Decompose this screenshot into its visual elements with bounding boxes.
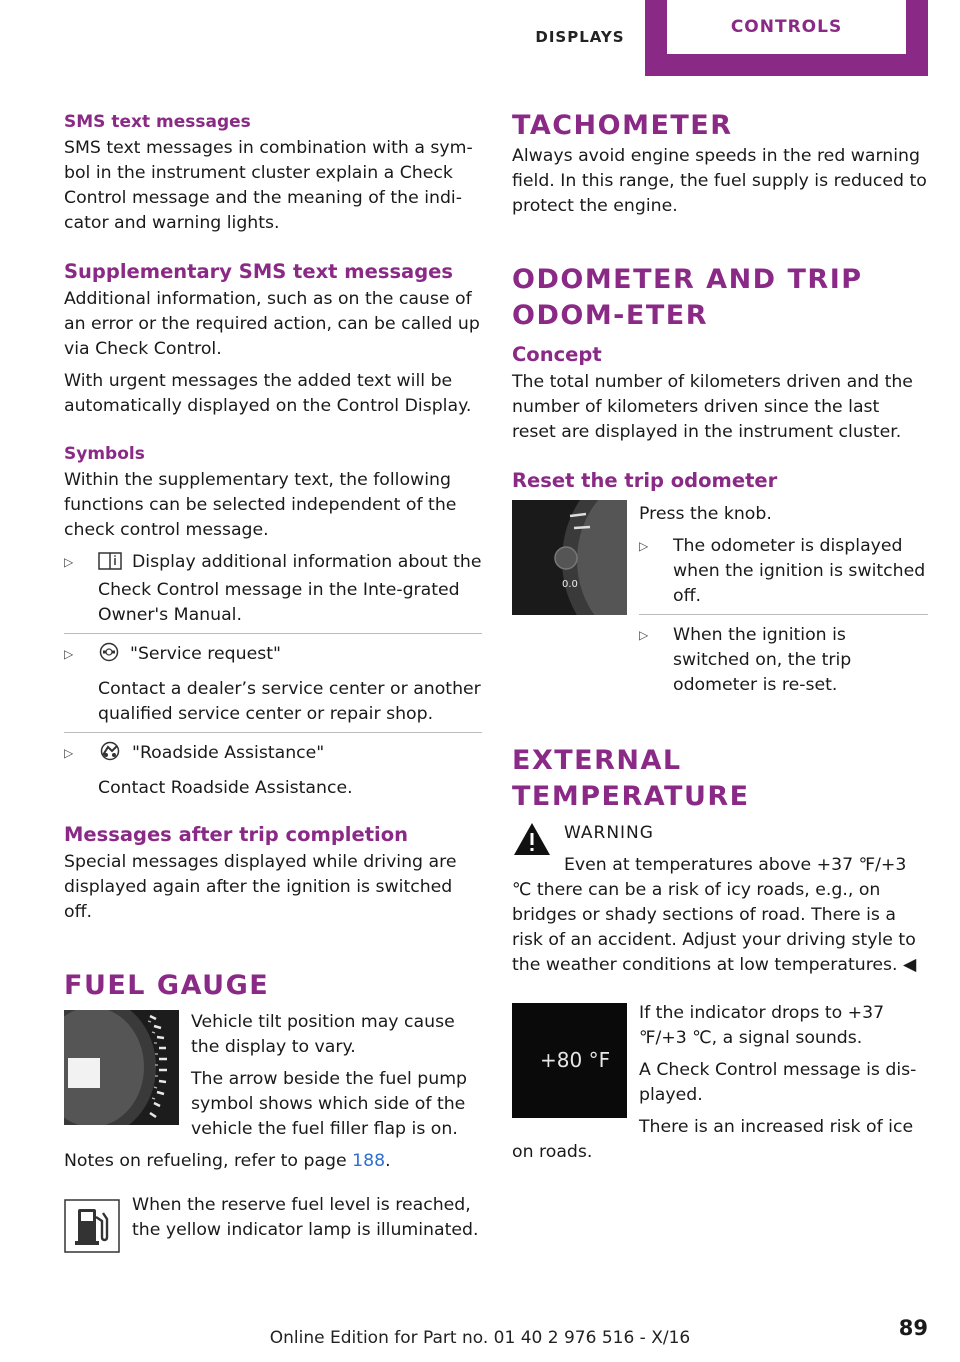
temp-display: +80 °F xyxy=(540,1048,611,1072)
end-marker-icon: ◀ xyxy=(903,955,917,975)
concept-heading: Concept xyxy=(512,343,602,366)
reserve-text: When the reserve fuel level is reached, the yellow indicator lamp is illuminated. xyxy=(132,1195,479,1240)
page-number: 89 xyxy=(898,1316,928,1340)
concept-text: The total number of kilometers driven and the number of kilometers driven since the last reset are displayed in the instrument cluster. xyxy=(512,372,913,442)
tab-displays[interactable]: DISPLAYS xyxy=(535,28,625,46)
roadside-assistance-icon xyxy=(98,741,122,769)
bullet-triangle-icon: ▷ xyxy=(639,539,649,553)
list-item xyxy=(64,550,482,634)
symbols-heading: Symbols xyxy=(64,444,145,464)
bullet-text: "Roadside Assistance" xyxy=(132,743,325,763)
odo-display: 0.0 xyxy=(562,579,578,590)
sms-text: SMS text messages in combination with a sym-bol in the instrument cluster explain a Check Control message and the meaning of the indi-cator and warning lights. xyxy=(64,138,473,233)
bullet-text: Display additional information about the Check Control message in the Inte-grated Owner's Manual. xyxy=(98,552,482,625)
supp-text-1: Additional information, such as on the cause of an error or the required action, can be called up via Check Control. xyxy=(64,289,480,359)
refuel-text: Notes on refueling, refer to page xyxy=(64,1151,347,1171)
bullet-triangle-icon: ▷ xyxy=(64,555,74,569)
left-column xyxy=(64,108,482,1257)
list-item xyxy=(639,534,928,615)
reset-text: Press the knob. xyxy=(639,504,772,524)
bullet-text: The odometer is displayed when the ignition is switched off. xyxy=(673,536,926,606)
tab-controls[interactable] xyxy=(645,0,928,76)
bullet-subtext: Contact a dealer’s service center or another qualified service center or repair shop. xyxy=(98,679,481,724)
sms-heading: SMS text messages xyxy=(64,112,251,132)
fuel-gauge-heading: FUEL GAUGE xyxy=(64,970,270,1001)
refuel-note xyxy=(64,1149,482,1174)
fuel-pump-icon xyxy=(64,1199,120,1257)
trip-heading: Messages after trip completion xyxy=(64,823,408,846)
bullet-triangle-icon: ▷ xyxy=(639,628,649,642)
temp-text-2: A Check Control message is dis-played. xyxy=(639,1060,917,1105)
footer-edition: Online Edition for Part no. 01 40 2 976 516 - X/16 xyxy=(269,1328,691,1348)
warning-triangle-icon xyxy=(512,821,552,861)
temperature-display-image xyxy=(512,1003,627,1122)
external-temperature-heading: EXTERNAL TEMPERATURE xyxy=(512,745,750,812)
temp-text-3: There is an increased risk of ice on roads. xyxy=(512,1117,914,1162)
trip-odometer-image xyxy=(512,500,627,619)
bullet-triangle-icon: ▷ xyxy=(64,746,74,760)
fuel-text-2: The arrow beside the fuel pump symbol shows which side of the vehicle the fuel filler flap is on. xyxy=(191,1069,467,1139)
trip-text: Special messages displayed while driving are displayed again after the ignition is switched off. xyxy=(64,852,457,922)
warning-block xyxy=(512,821,928,978)
tab-controls-label: CONTROLS xyxy=(667,0,906,54)
temp-text-1: If the indicator drops to +37 ℉/+3 ℃, a signal sounds. xyxy=(639,1003,885,1048)
service-wrench-icon xyxy=(98,642,120,670)
page-header xyxy=(515,0,928,76)
odometer-heading: ODOMETER AND TRIP ODOM-ETER xyxy=(512,264,863,331)
right-column xyxy=(512,108,928,1172)
bullet-triangle-icon: ▷ xyxy=(64,647,74,661)
list-item xyxy=(64,741,482,806)
symbols-text: Within the supplementary text, the following functions can be selected independent of the check control message. xyxy=(64,470,457,540)
tachometer-heading: TACHOMETER xyxy=(512,110,733,141)
warning-label: WARNING xyxy=(564,823,654,843)
supp-heading: Supplementary SMS text messages xyxy=(64,260,454,283)
list-item xyxy=(639,623,928,703)
warning-text xyxy=(512,853,928,978)
warning-body: Even at temperatures above +37 ℉/+3 ℃ there can be a risk of icy roads, e.g., on bridges or shady sections of road. There is a risk of an accident. Adjust your driving style to the weather conditions at low temperatures. xyxy=(512,855,916,975)
tachometer-text: Always avoid engine speeds in the red warning field. In this range, the fuel supply is reduced to protect the engine. xyxy=(512,146,927,216)
reset-heading: Reset the trip odometer xyxy=(512,469,778,492)
supp-text-2: With urgent messages the added text will be automatically displayed on the Control Display. xyxy=(64,371,472,416)
refuel-page-link[interactable]: 188 xyxy=(352,1151,386,1171)
fuel-gauge-image xyxy=(64,1010,179,1129)
list-item xyxy=(64,642,482,733)
bullet-text: "Service request" xyxy=(130,644,281,664)
manual-book-icon xyxy=(98,552,122,578)
bullet-subtext: Contact Roadside Assistance. xyxy=(98,778,353,798)
bullet-text: When the ignition is switched on, the trip odometer is re-set. xyxy=(673,625,852,695)
fuel-text-1: Vehicle tilt position may cause the display to vary. xyxy=(191,1012,455,1057)
refuel-period: . xyxy=(385,1151,391,1171)
